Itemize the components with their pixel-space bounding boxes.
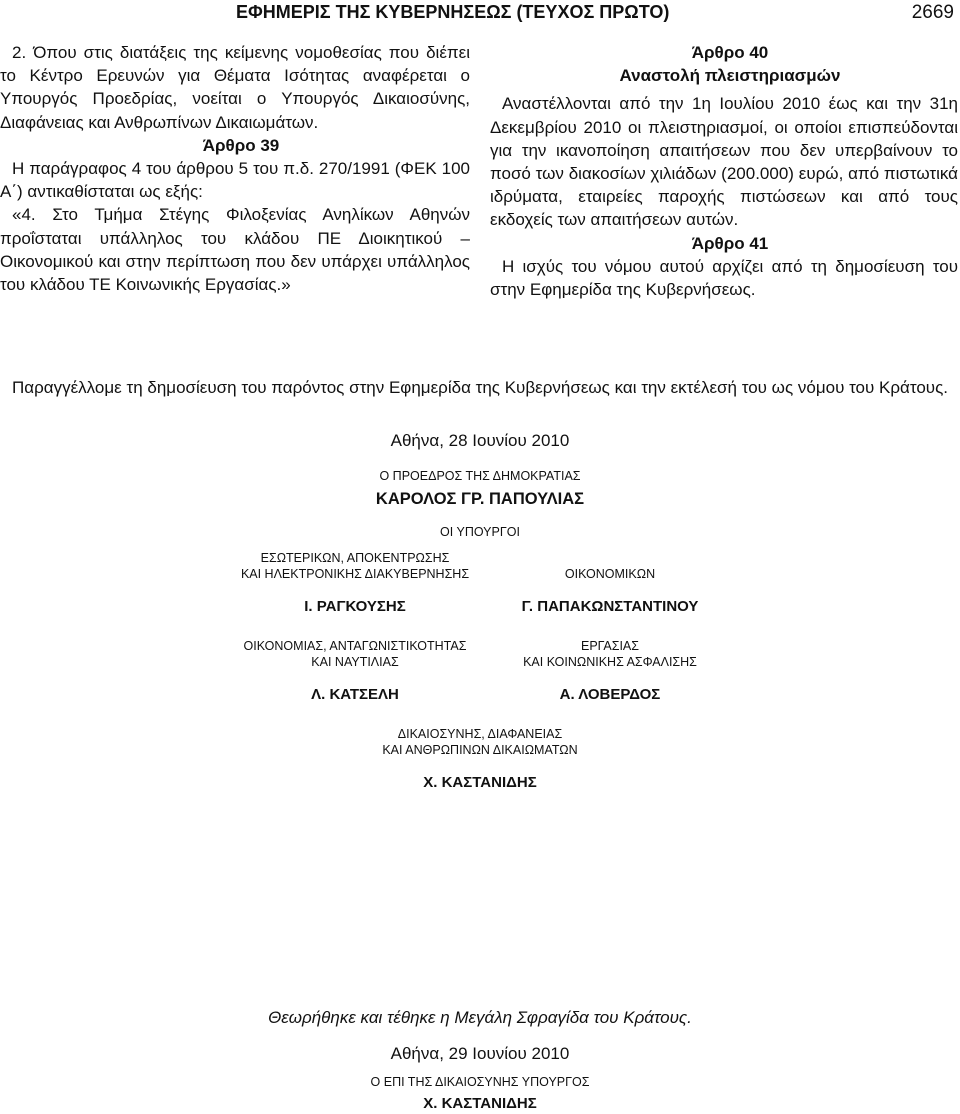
closing-place-date: Αθήνα, 29 Ιουνίου 2010 — [390, 1044, 570, 1063]
promulgation-text: Παραγγέλλομε τη δημοσίευση του παρόντος στην Εφημερίδα της Κυβερνήσεως και την εκτέλεσή του ως νόμου του Κράτους. — [12, 378, 949, 397]
ministers-label: ΟΙ ΥΠΟΥΡΓΟΙ — [440, 525, 520, 539]
minister-name: Α. ΛΟΒΕΡΔΟΣ — [559, 686, 661, 703]
article-39-title: Άρθρο 39 — [202, 135, 280, 155]
left-column — [0, 41, 470, 296]
minister-block — [330, 726, 630, 791]
minister-name: Ι. ΡΑΓΚΟΥΣΗΣ — [304, 598, 406, 615]
minister-role: ΔΙΚΑΙΟΣΥΝΗΣ, ΔΙΑΦΑΝΕΙΑΣ — [397, 727, 563, 741]
minister-block — [230, 638, 480, 703]
president-role: Ο ΠΡΟΕΔΡΟΣ ΤΗΣ ΔΗΜΟΚΡΑΤΙΑΣ — [379, 469, 581, 483]
minister-name: Λ. ΚΑΤΣΕΛΗ — [311, 686, 399, 703]
paragraph-2: 2. Όπου στις διατάξεις της κείμενης νομοθεσίας που διέπει το Κέντρο Ερευνών για Θέματα Ισότητας αναφέρεται ο Υπουργός Προεδρίας, νοείται ο Υπουργός Δικαιοσύνης, Διαφάνειας και Ανθρωπίνων Δικαιωμάτων. — [0, 43, 470, 132]
minister-role: ΚΑΙ ΑΝΘΡΩΠΙΝΩΝ ΔΙΚΑΙΩΜΑΤΩΝ — [382, 743, 578, 757]
minister-role: ΕΡΓΑΣΙΑΣ — [580, 639, 639, 653]
minister-block — [230, 550, 480, 615]
president-name: ΚΑΡΟΛΟΣ ΓΡ. ΠΑΠΟΥΛΙΑΣ — [375, 490, 585, 508]
article-41-title: Άρθρο 41 — [691, 233, 769, 253]
article-39-quote: «4. Στο Τμήμα Στέγης Φιλοξενίας Ανηλίκων Αθηνών προΐσταται υπάλληλος του κλάδου ΠΕ Διοικητικού – Οικονομικού και στην περίπτωση που δεν υπάρχει υπάλληλος του κλάδου ΤΕ Κοινωνικής Εργασίας.» — [0, 205, 470, 295]
minister-role: ΚΑΙ ΝΑΥΤΙΛΙΑΣ — [311, 655, 399, 669]
signature-place-date: Αθήνα, 28 Ιουνίου 2010 — [390, 431, 570, 450]
minister-role: ΕΣΩΤΕΡΙΚΩΝ, ΑΠΟΚΕΝΤΡΩΣΗΣ — [260, 551, 450, 565]
minister-role: ΚΑΙ ΗΛΕΚΤΡΟΝΙΚΗΣ ΔΙΑΚΥΒΕΡΝΗΣΗΣ — [240, 567, 470, 581]
article-39-intro: Η παράγραφος 4 του άρθρου 5 του π.δ. 270/1991 (ΦΕΚ 100 Α΄) αντικαθίσταται ως εξής: — [0, 159, 470, 202]
article-40-text: Αναστέλλονται από την 1η Ιουλίου 2010 έως και την 31η Δεκεμβρίου 2010 οι πλειστηριασμοί, οι οποίοι επισπεύδονται για την ικανοποίηση απαιτήσεων που δεν υπερβαίνουν το ποσό των διακοσίων χιλιάδων (200.000) ευρώ, από πιστωτικά ιδρύματα, εταιρείες παροχής πιστώσεων και από τους εκδοχείς των απαιτήσεων αυτών. — [490, 94, 958, 230]
right-column — [490, 41, 958, 301]
minister-role: ΟΙΚΟΝΟΜΙΚΩΝ — [564, 567, 656, 581]
closing-role: Ο ΕΠΙ ΤΗΣ ΔΙΚΑΙΟΣΥΝΗΣ ΥΠΟΥΡΓΟΣ — [370, 1075, 590, 1089]
article-40-title: Άρθρο 40 — [691, 43, 769, 62]
minister-role: ΟΙΚΟΝΟΜΙΑΣ, ΑΝΤΑΓΩΝΙΣΤΙΚΟΤΗΤΑΣ — [243, 639, 467, 653]
closing-name: Χ. ΚΑΣΤΑΝΙΔΗΣ — [423, 1095, 537, 1112]
seal-text: Θεωρήθηκε και τέθηκε η Μεγάλη Σφραγίδα του Κράτους. — [268, 1008, 692, 1027]
page-header — [236, 2, 956, 30]
article-41-text: Η ισχύς του νόμου αυτού αρχίζει από τη δημοσίευση του στην Εφημερίδα της Κυβερνήσεως. — [490, 256, 958, 300]
gazette-title: ΕΦΗΜΕΡΙΣ ΤΗΣ ΚΥΒΕΡΝΗΣΕΩΣ (ΤΕΥΧΟΣ ΠΡΩΤΟ) — [236, 2, 670, 22]
minister-block — [490, 566, 730, 615]
article-40-subtitle: Αναστολή πλειστηριασμών — [619, 66, 841, 86]
minister-name: Γ. ΠΑΠΑΚΩΝΣΤΑΝΤΙΝΟΥ — [521, 598, 699, 615]
minister-role: ΚΑΙ ΚΟΙΝΩΝΙΚΗΣ ΑΣΦΑΛΙΣΗΣ — [523, 655, 697, 669]
minister-block — [490, 638, 730, 703]
page-number: 2669 — [911, 2, 954, 23]
minister-name: Χ. ΚΑΣΤΑΝΙΔΗΣ — [423, 774, 537, 791]
